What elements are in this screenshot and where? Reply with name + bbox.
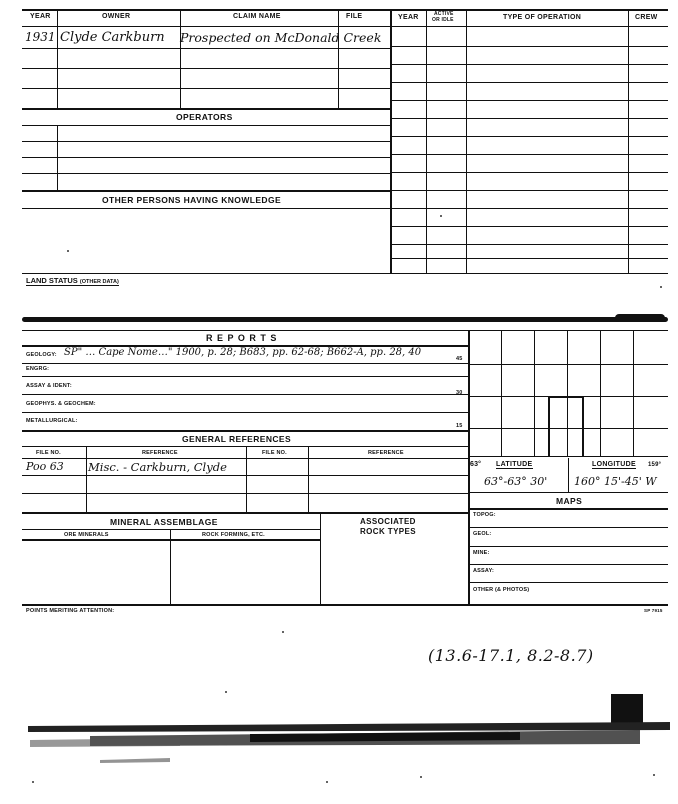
owner-row-year: 1931 (25, 30, 56, 44)
ops-row-rule (390, 244, 668, 245)
refs-bottom-rule (22, 512, 468, 514)
owner-col-divider (180, 9, 181, 108)
maps-rule (468, 546, 668, 547)
assay-label: ASSAY & IDENT: (26, 383, 72, 389)
ops-row-rule (390, 136, 668, 137)
scale-mark-30: 30 (456, 390, 463, 396)
center-divider (390, 9, 392, 273)
section-bottom-rule (22, 273, 668, 274)
ops-row-rule (390, 258, 668, 259)
col-header-year: YEAR (30, 13, 51, 20)
maps-title-rule (468, 508, 668, 510)
reports-rule (22, 394, 468, 395)
speck (420, 776, 422, 778)
reports-rule (22, 363, 468, 364)
geology-value: SP" … Cape Nome…" 1900, p. 28; B683, pp. 62-68; B662-A, pp. 28, 40 (64, 347, 422, 358)
maps-topog: TOPOG: (473, 512, 496, 518)
ops-row-rule (390, 208, 668, 209)
location-bottom-rule (468, 492, 668, 493)
operators-rule (22, 173, 390, 174)
owner-row-rule (22, 68, 390, 69)
operators-col-divider (57, 125, 58, 190)
associated-rock-types-1: ASSOCIATED (360, 517, 416, 526)
land-status-sub: (OTHER DATA) (79, 279, 119, 285)
speck (32, 781, 34, 783)
operators-rule (22, 141, 390, 142)
general-references-title: GENERAL REFERENCES (182, 434, 292, 444)
maps-other: OTHER (& PHOTOS) (473, 587, 530, 593)
grid-col (600, 330, 601, 456)
owner-row-owner: Clyde Carkburn (60, 30, 165, 45)
ops-col-divider (628, 9, 629, 273)
ore-minerals-header: ORE MINERALS (64, 532, 109, 538)
ops-row-rule (390, 82, 668, 83)
associated-rock-types-2: ROCK TYPES (360, 527, 417, 536)
location-marker (548, 396, 584, 456)
ops-row-rule (390, 172, 668, 173)
maps-rule (468, 564, 668, 565)
latitude-value: 63°-63° 30' (484, 475, 548, 488)
refs-col-reference: REFERENCE (142, 450, 178, 456)
owner-row-rule (22, 88, 390, 89)
reports-rule (22, 376, 468, 377)
speck (282, 631, 284, 633)
reports-title: R E P O R T S (206, 333, 278, 343)
refs-col-file: FILE NO. (36, 450, 61, 456)
operators-rule (22, 157, 390, 158)
grid-col (633, 330, 634, 456)
ops-col-divider (466, 9, 467, 273)
maps-rule (468, 527, 668, 528)
operators-bottom (22, 190, 390, 192)
col-header-claim-name: CLAIM NAME (233, 13, 281, 20)
longitude-label: LONGITUDE (592, 461, 636, 468)
refs-rule (22, 475, 468, 476)
points-meriting-attention: POINTS MERITING ATTENTION: (26, 608, 115, 614)
scale-mark-45: 45 (456, 356, 463, 362)
other-persons-rule (22, 208, 390, 209)
engrg-label: ENGRG: (26, 366, 50, 372)
grid-col (534, 330, 535, 456)
refs-col-divider (308, 446, 309, 512)
location-rule (468, 456, 668, 457)
refs-rule (22, 493, 468, 494)
operators-title: OPERATORS (176, 112, 233, 122)
refs-col-divider (246, 446, 247, 512)
smudge-blot (615, 314, 665, 322)
reports-rule (22, 412, 468, 413)
col-header-owner: OWNER (102, 13, 131, 20)
speck (326, 781, 328, 783)
latitude-label: LATITUDE (496, 461, 533, 468)
operators-rule (22, 125, 390, 126)
location-col-divider (568, 458, 569, 492)
other-persons-title: OTHER PERSONS HAVING KNOWLEDGE (102, 195, 282, 205)
ops-row-rule (390, 46, 668, 47)
land-status-label (26, 276, 119, 286)
speck (67, 250, 69, 252)
rock-forming-header: ROCK FORMING, ETC. (202, 532, 265, 538)
owner-row-claim: Prospected on McDonald Creek (180, 30, 382, 45)
refs-rule (22, 446, 468, 447)
speck (660, 286, 662, 288)
speck (653, 774, 655, 776)
mineral-header-rule (22, 539, 320, 541)
ops-row-rule (390, 226, 668, 227)
ops-row-rule (390, 154, 668, 155)
maps-assay: ASSAY: (473, 568, 495, 574)
mineral-col-divider (170, 529, 171, 604)
ops-header-year: YEAR (398, 14, 419, 21)
ops-row-rule (390, 100, 668, 101)
metallurgical-label: METALLURGICAL: (26, 418, 78, 424)
ops-row-rule (390, 118, 668, 119)
ops-row-rule (390, 64, 668, 65)
latitude-left-mark: 63° (470, 461, 482, 468)
scan-noise-band (0, 710, 678, 770)
mineral-assemblage-title: MINERAL ASSEMBLAGE (110, 517, 218, 527)
maps-geol: GEOL: (473, 531, 492, 537)
ops-header-type: TYPE OF OPERATION (503, 14, 582, 21)
handwritten-coordinates-note: (13.6-17.1, 8.2-8.7) (428, 646, 594, 665)
owner-col-divider (338, 9, 339, 108)
smudge-bar (22, 317, 668, 322)
reports-bottom-rule (22, 430, 468, 432)
geology-label: GEOLOGY: (26, 352, 57, 358)
refs-row-file: Poo 63 (26, 460, 64, 473)
geophys-label: GEOPHYS. & GEOCHEM: (26, 401, 96, 407)
refs-col-divider (86, 446, 87, 512)
land-status-text: LAND STATUS (26, 276, 78, 285)
ops-row-rule (390, 190, 668, 191)
header-rule (22, 26, 668, 27)
longitude-value: 160° 15'-45' W (574, 475, 657, 488)
maps-mine: MINE: (473, 550, 490, 556)
owner-table-bottom (22, 108, 390, 110)
mineral-right-divider (320, 512, 321, 604)
speck (440, 215, 442, 217)
grid-col (501, 330, 502, 456)
refs-col-reference2: REFERENCE (368, 450, 404, 456)
maps-rule (468, 582, 668, 583)
refs-col-file2: FILE NO. (262, 450, 287, 456)
reports-top-rule (22, 330, 668, 331)
bottom-section-rule (22, 604, 668, 606)
col-header-file: FILE (346, 13, 363, 20)
grid-rule (468, 364, 668, 365)
ops-header-or-idle: OR IDLE (432, 17, 454, 23)
scale-mark-15: 15 (456, 423, 463, 429)
maps-title: MAPS (556, 496, 583, 506)
ops-header-crew: CREW (635, 14, 658, 21)
owner-row-rule (22, 48, 390, 49)
longitude-right-mark: 159° (648, 462, 662, 468)
mineral-rule (22, 529, 320, 530)
refs-rule (22, 458, 468, 459)
speck (225, 691, 227, 693)
form-code: SP 7915 (644, 608, 663, 613)
top-border (22, 9, 668, 11)
ops-col-divider (426, 9, 427, 273)
owner-col-divider (57, 9, 58, 108)
refs-row-reference: Misc. - Carkburn, Clyde (88, 460, 227, 474)
ops-header-active: ACTIVE (434, 11, 454, 17)
